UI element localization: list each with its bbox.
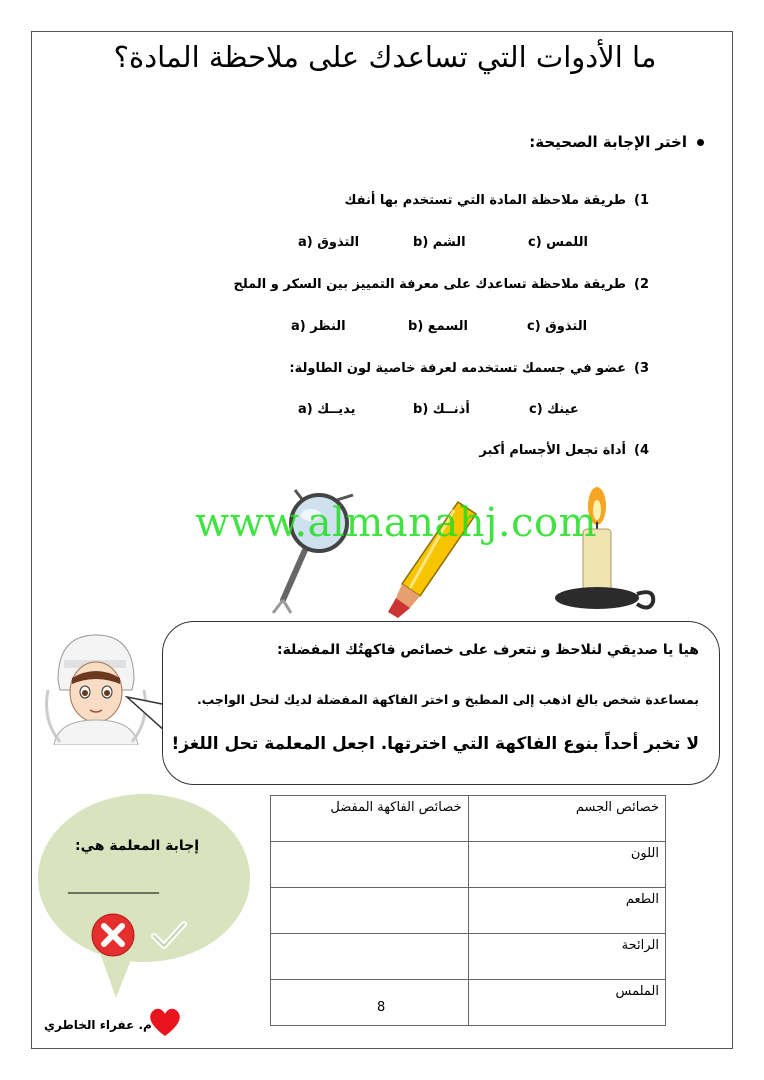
question-number: 1)	[634, 193, 649, 208]
option-b[interactable]: أذنــك (b	[413, 402, 470, 417]
heart-icon	[148, 1006, 182, 1038]
option-b[interactable]: الشم (b	[413, 235, 466, 250]
check-icon[interactable]	[150, 918, 188, 952]
option-a[interactable]: يديــك (a	[298, 402, 356, 417]
table-header-row	[271, 796, 666, 842]
instruction	[529, 133, 704, 151]
table-header: خصائص الجسم	[468, 796, 666, 842]
question-2	[234, 277, 650, 292]
question-3	[289, 361, 649, 376]
question-text: طريقة ملاحظة تساعدك على معرفة التمييز بين السكر و الملح	[233, 277, 626, 292]
table-answer-cell[interactable]	[271, 980, 469, 1026]
table-row	[271, 980, 666, 1026]
table-row	[271, 888, 666, 934]
option-b[interactable]: السمع (b	[408, 319, 468, 334]
table-answer-cell[interactable]	[271, 888, 469, 934]
bubble-line-3: لا تخبر أحداً بنوع الفاكهة التي اخترتها. اجعل المعلمة تحل اللغز!	[171, 734, 699, 754]
answer-label: إجابة المعلمة هي:	[75, 838, 200, 854]
table-cell: اللون	[468, 842, 666, 888]
question-text: عضو في جسمك تستخدمه لعرفة خاصية لون الطاولة:	[289, 361, 626, 376]
question-text: طريقة ملاحظة المادة التي تستخدم بها أنفك	[344, 193, 626, 208]
table-cell: الملمس	[468, 980, 666, 1026]
bubble-line-1: هيا يا صديقي لنلاحظ و نتعرف على خصائص فاكهتُك المفضلة:	[276, 642, 699, 658]
table-cell: الرائحة	[468, 934, 666, 980]
page-number: 8	[377, 1000, 386, 1015]
table-answer-cell[interactable]	[271, 842, 469, 888]
properties-table	[270, 795, 666, 1026]
table-row	[271, 934, 666, 980]
bullet-icon	[697, 139, 704, 146]
answer-blank[interactable]: _____________	[68, 878, 159, 894]
option-c[interactable]: اللمس (c	[528, 235, 588, 250]
speech-bubble	[162, 621, 720, 785]
option-c[interactable]: عينك (c	[529, 402, 579, 417]
question-1	[345, 193, 650, 208]
author-name: م. عفراء الخاطري	[44, 1018, 152, 1032]
question-4	[479, 443, 649, 458]
instruction-text: اختر الإجابة الصحيحة:	[529, 133, 687, 151]
option-a[interactable]: التذوق (a	[298, 235, 360, 250]
table-header: خصائص الفاكهة المفضل	[271, 796, 469, 842]
bubble-line-2: بمساعدة شخص بالغ اذهب إلى المطبخ و اختر الفاكهة المفضلة لديك لنحل الواجب.	[196, 692, 699, 707]
question-text: أداة تجعل الأجسام أكبر	[479, 443, 626, 458]
wrong-icon[interactable]	[90, 912, 136, 958]
question-number: 2)	[634, 277, 649, 292]
table-answer-cell[interactable]	[271, 934, 469, 980]
question-number: 3)	[634, 361, 649, 376]
question-number: 4)	[634, 443, 649, 458]
option-a[interactable]: النظر (a	[291, 319, 346, 334]
watermark: www.almanahj.com	[195, 500, 598, 546]
option-c[interactable]: التذوق (c	[527, 319, 588, 334]
page-title: ما الأدوات التي تساعدك على ملاحظة المادة؟	[113, 40, 657, 74]
table-cell: الطعم	[468, 888, 666, 934]
table-row	[271, 842, 666, 888]
